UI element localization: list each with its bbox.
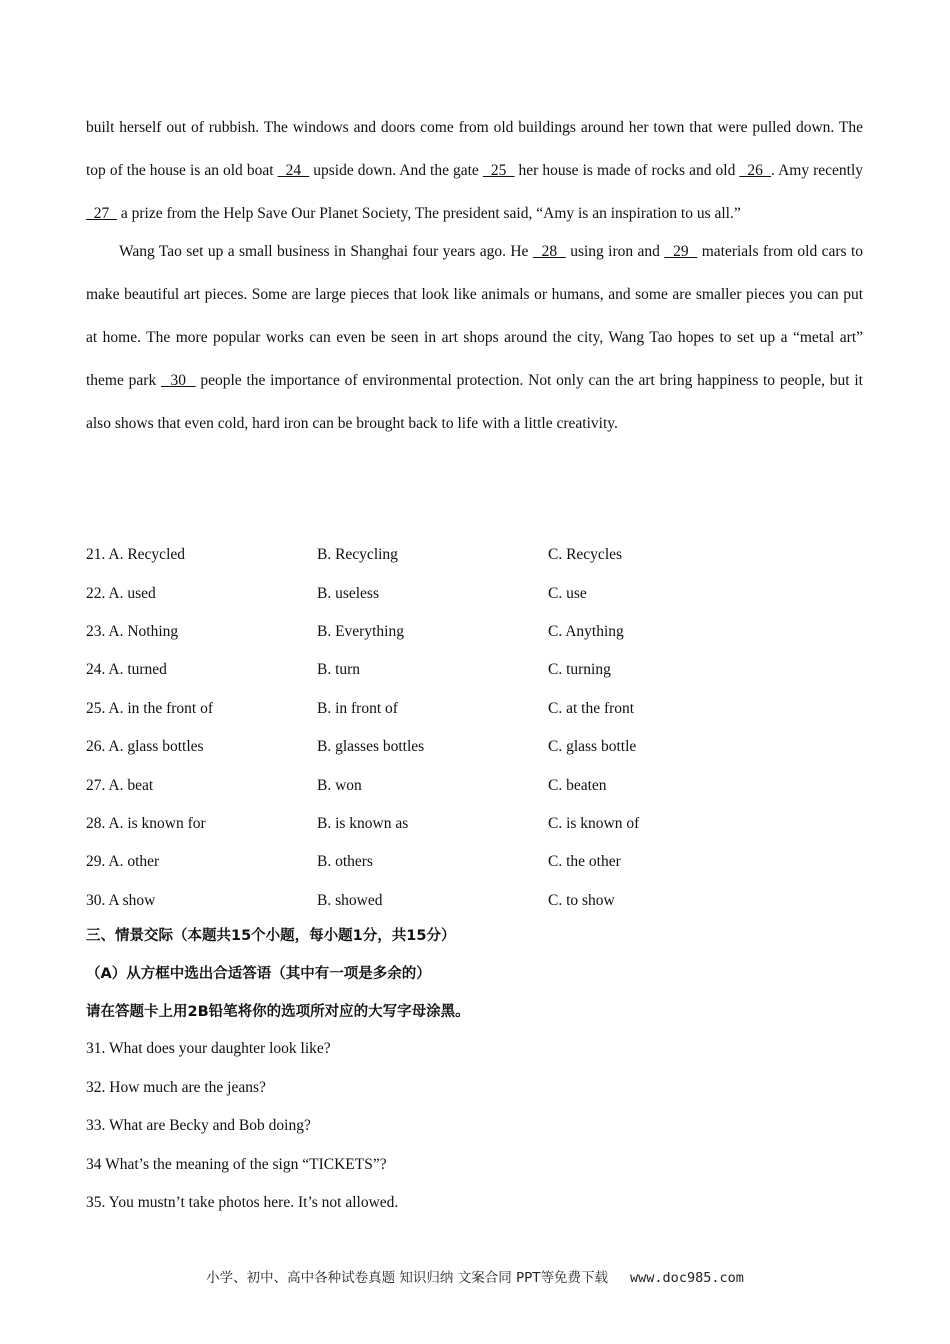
option-c: C. is known of — [548, 814, 640, 832]
passage-text: upside down. And the gate — [309, 162, 483, 179]
option-a: 27. A. beat — [86, 776, 154, 794]
option-b: B. glasses bottles — [317, 738, 425, 756]
option-c: C. glass bottle — [548, 738, 637, 756]
option-b: B. in front of — [317, 699, 398, 717]
passage-text: Wang Tao set up a small business in Shanghai four years ago. He — [119, 243, 533, 260]
option-c: C. Recycles — [548, 546, 623, 564]
question-item: 35. You mustn’t take photos here. It’s not allowed. — [86, 1193, 399, 1211]
blank-30: 30 — [160, 372, 196, 389]
section-instruction: 请在答题卡上用2B铅笔将你的选项所对应的大写字母涂黑。 — [86, 1004, 470, 1021]
option-b: B. others — [317, 853, 373, 871]
option-b: B. Recycling — [317, 546, 398, 564]
question-item: 32. How much are the jeans? — [86, 1078, 266, 1096]
passage-paragraph-1 — [86, 106, 863, 235]
option-a: 25. A. in the front of — [86, 699, 213, 717]
option-a: 26. A. glass bottles — [86, 738, 204, 756]
option-a: 24. A. turned — [86, 661, 167, 679]
option-c: C. use — [548, 584, 587, 602]
answer-options — [86, 536, 866, 920]
option-a: 30. A show — [86, 891, 156, 909]
reading-passage — [86, 106, 863, 445]
option-c: C. Anything — [548, 622, 624, 640]
section-subheading: （A）从方框中选出合适答语（其中有一项是多余的） — [86, 966, 431, 983]
option-row — [86, 536, 866, 574]
passage-text: people the importance of environmental protection. Not only can the art bring happiness to people, but it also shows that even cold, hard iron can be brought back to life with a little creativity. — [86, 372, 863, 432]
option-row — [86, 805, 866, 843]
blank-26: 26 — [739, 162, 772, 179]
blank-25: 25 — [482, 162, 515, 179]
option-row — [86, 574, 866, 612]
section-heading: 三、情景交际（本题共15个小题，每小题1分，共15分） — [86, 927, 456, 944]
option-b: B. useless — [317, 584, 379, 602]
passage-text: her house is made of rocks and old — [514, 162, 740, 179]
option-c: C. turning — [548, 661, 611, 679]
option-row — [86, 766, 866, 804]
option-b: B. turn — [317, 661, 361, 679]
blank-29: 29 — [664, 243, 698, 260]
option-b: B. is known as — [317, 814, 409, 832]
option-row — [86, 690, 866, 728]
option-row — [86, 843, 866, 881]
question-item: 34 What’s the meaning of the sign “TICKETS”? — [86, 1155, 387, 1173]
option-a: 22. A. used — [86, 584, 156, 602]
blank-27: 27 — [86, 205, 117, 222]
passage-text: materials from old cars to make beautiful art pieces. Some are large pieces that look like animals or humans, and some are smaller pieces you can put at home. The more popular works can even be seen in art shops around the city, Wang Tao hopes to set up a “metal art” theme park — [86, 243, 863, 389]
option-a: 29. A. other — [86, 853, 160, 871]
passage-text: . Amy recently — [771, 162, 864, 179]
blank-28: 28 — [532, 243, 566, 260]
passage-text: a prize from the Help Save Our Planet Society, The president said, “Amy is an inspiration to us all.” — [117, 205, 741, 222]
blank-24: 24 — [277, 162, 310, 179]
dialogue-section — [86, 915, 866, 1222]
option-row — [86, 613, 866, 651]
footer-text: 小学、初中、高中各种试卷真题 知识归纳 文案合同 PPT等免费下载 — [206, 1270, 609, 1286]
passage-text: using iron and — [565, 243, 665, 260]
passage-text: built herself out of rubbish. The windows and doors come from old buildings around her town that were pulled down. The top of the house is an old boat — [86, 119, 863, 179]
option-b: B. won — [317, 776, 362, 794]
passage-paragraph-2 — [86, 230, 863, 445]
option-row — [86, 651, 866, 689]
option-c: C. to show — [548, 891, 615, 909]
option-b: B. Everything — [317, 622, 404, 640]
question-item: 33. What are Becky and Bob doing? — [86, 1117, 311, 1135]
option-a: 21. A. Recycled — [86, 546, 186, 564]
option-b: B. showed — [317, 891, 383, 909]
option-c: C. the other — [548, 853, 621, 871]
option-c: C. at the front — [548, 699, 635, 717]
footer-website: www.doc985.com — [630, 1270, 744, 1286]
option-row — [86, 728, 866, 766]
option-c: C. beaten — [548, 776, 607, 794]
option-a: 28. A. is known for — [86, 814, 206, 832]
page-footer — [0, 1266, 950, 1286]
option-a: 23. A. Nothing — [86, 622, 179, 640]
question-item: 31. What does your daughter look like? — [86, 1040, 331, 1058]
